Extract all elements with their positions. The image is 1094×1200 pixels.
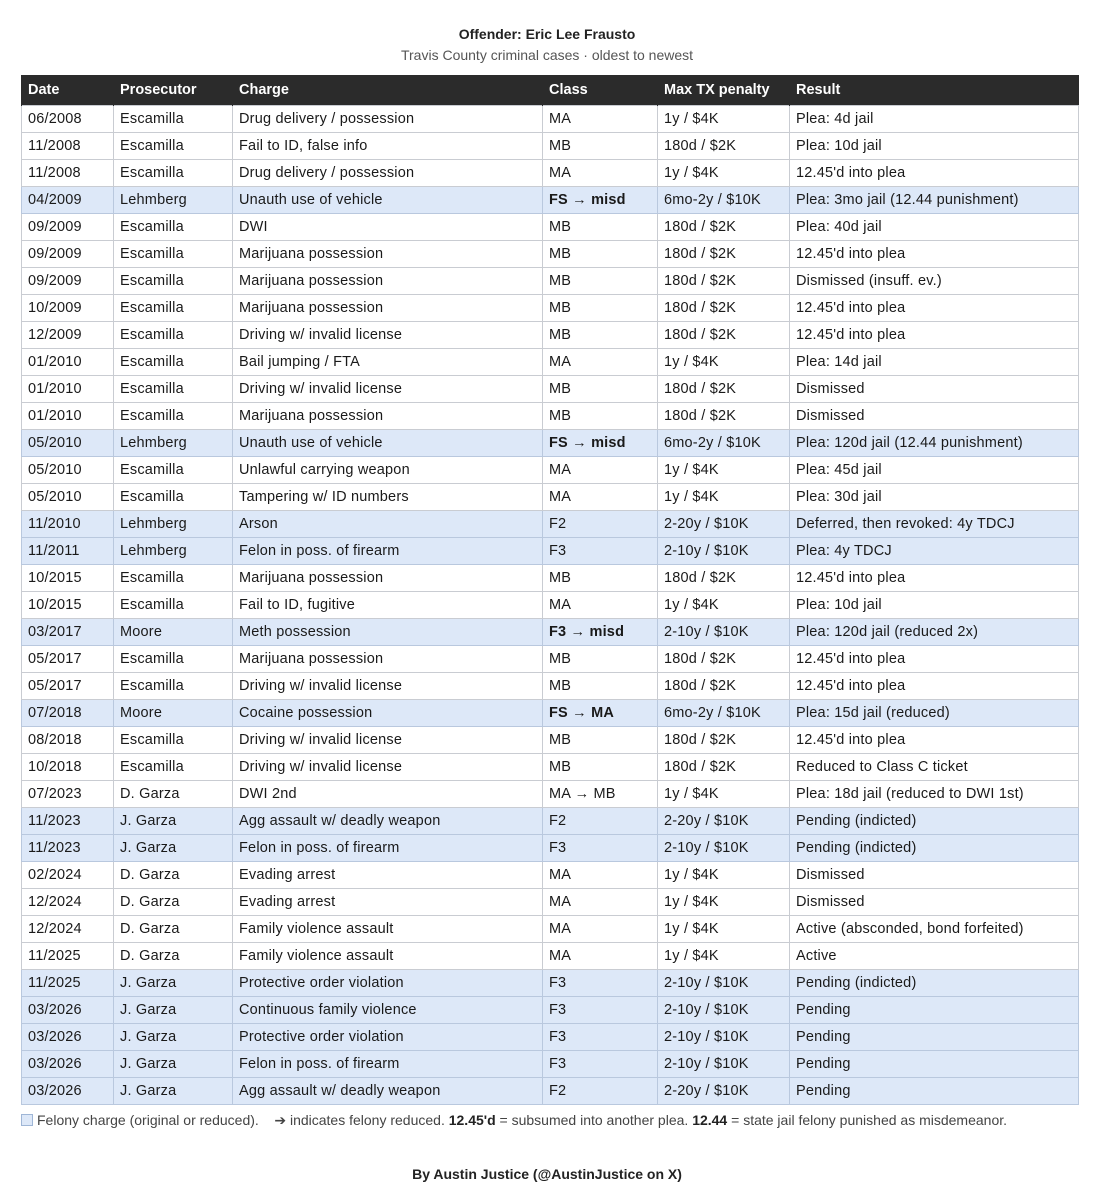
table-row (22, 754, 1079, 781)
cell-charge: Driving w/ invalid license (233, 727, 543, 754)
cell-class: MB (543, 673, 658, 700)
cell-charge: Marijuana possession (233, 565, 543, 592)
cell-date: 08/2018 (22, 727, 114, 754)
cell-date: 11/2008 (22, 133, 114, 160)
cell-max-penalty: 1y / $4K (658, 349, 790, 376)
cell-max-penalty: 180d / $2K (658, 214, 790, 241)
table-row (22, 511, 1079, 538)
cell-max-penalty: 180d / $2K (658, 133, 790, 160)
table-row (22, 997, 1079, 1024)
cell-date: 05/2017 (22, 673, 114, 700)
cell-date: 10/2009 (22, 295, 114, 322)
cell-class: MA (543, 484, 658, 511)
cell-charge: Family violence assault (233, 943, 543, 970)
column-header-charge: Charge (233, 75, 543, 106)
cell-prosecutor: J. Garza (114, 970, 233, 997)
cell-result: Pending (790, 997, 1079, 1024)
table-row (22, 808, 1079, 835)
cell-charge: DWI (233, 214, 543, 241)
cell-charge: Felon in poss. of firearm (233, 1051, 543, 1078)
cell-date: 09/2009 (22, 214, 114, 241)
cell-prosecutor: Escamilla (114, 160, 233, 187)
byline: By Austin Justice (@AustinJustice on X) (412, 1166, 682, 1182)
cell-result: 12.45'd into plea (790, 727, 1079, 754)
cell-charge: Driving w/ invalid license (233, 322, 543, 349)
cell-result: Dismissed (790, 376, 1079, 403)
cell-date: 05/2017 (22, 646, 114, 673)
table-row (22, 943, 1079, 970)
cell-date: 03/2026 (22, 997, 114, 1024)
cell-max-penalty: 6mo-2y / $10K (658, 430, 790, 457)
cell-prosecutor: Lehmberg (114, 538, 233, 565)
cell-date: 06/2008 (22, 106, 114, 133)
cell-date: 11/2025 (22, 970, 114, 997)
cell-result: Pending (790, 1078, 1079, 1105)
cell-max-penalty: 2-10y / $10K (658, 538, 790, 565)
cell-result: Dismissed (790, 403, 1079, 430)
cell-class: FS → misd (543, 430, 658, 457)
cell-result: 12.45'd into plea (790, 295, 1079, 322)
cell-max-penalty: 2-20y / $10K (658, 808, 790, 835)
cell-class: F2 (543, 1078, 658, 1105)
table-row (22, 430, 1079, 457)
cell-charge: Unauth use of vehicle (233, 187, 543, 214)
table-row (22, 214, 1079, 241)
cell-result: Dismissed (790, 889, 1079, 916)
table-row (22, 727, 1079, 754)
cell-max-penalty: 2-10y / $10K (658, 835, 790, 862)
table-row (22, 646, 1079, 673)
cell-date: 03/2026 (22, 1051, 114, 1078)
cell-class: MB (543, 214, 658, 241)
cell-charge: Cocaine possession (233, 700, 543, 727)
cell-charge: Marijuana possession (233, 241, 543, 268)
cell-result: 12.45'd into plea (790, 565, 1079, 592)
cell-prosecutor: Escamilla (114, 214, 233, 241)
cell-prosecutor: Escamilla (114, 646, 233, 673)
cell-class: F3 (543, 538, 658, 565)
cell-class: MA (543, 916, 658, 943)
cell-class: MB (543, 241, 658, 268)
cell-max-penalty: 180d / $2K (658, 322, 790, 349)
cell-charge: Protective order violation (233, 970, 543, 997)
cell-class: FS → MA (543, 700, 658, 727)
cell-max-penalty: 1y / $4K (658, 889, 790, 916)
cell-class: F2 (543, 511, 658, 538)
cell-max-penalty: 2-10y / $10K (658, 970, 790, 997)
cell-result: Pending (790, 1051, 1079, 1078)
cell-result: Pending (indicted) (790, 835, 1079, 862)
cell-date: 03/2026 (22, 1078, 114, 1105)
cell-max-penalty: 6mo-2y / $10K (658, 187, 790, 214)
cell-charge: Drug delivery / possession (233, 106, 543, 133)
cell-prosecutor: Escamilla (114, 754, 233, 781)
table-row (22, 295, 1079, 322)
cell-charge: Driving w/ invalid license (233, 673, 543, 700)
cell-class: F3 (543, 970, 658, 997)
cell-charge: Arson (233, 511, 543, 538)
cell-prosecutor: Lehmberg (114, 187, 233, 214)
cell-max-penalty: 2-10y / $10K (658, 1024, 790, 1051)
table-row (22, 970, 1079, 997)
cell-max-penalty: 180d / $2K (658, 565, 790, 592)
cell-prosecutor: Moore (114, 619, 233, 646)
cell-class: MB (543, 646, 658, 673)
cell-max-penalty: 1y / $4K (658, 160, 790, 187)
table-row (22, 1078, 1079, 1105)
cell-charge: Bail jumping / FTA (233, 349, 543, 376)
column-header-date: Date (22, 75, 114, 106)
cell-date: 05/2010 (22, 484, 114, 511)
table-row (22, 1051, 1079, 1078)
cell-result: Plea: 10d jail (790, 133, 1079, 160)
cell-charge: Marijuana possession (233, 646, 543, 673)
table-row (22, 484, 1079, 511)
cell-charge: Meth possession (233, 619, 543, 646)
cell-result: 12.45'd into plea (790, 160, 1079, 187)
cell-prosecutor: D. Garza (114, 862, 233, 889)
cell-result: Plea: 4d jail (790, 106, 1079, 133)
cell-class: MB (543, 403, 658, 430)
cell-date: 07/2023 (22, 781, 114, 808)
table-row (22, 376, 1079, 403)
table-row (22, 187, 1079, 214)
cell-class: F3 (543, 1024, 658, 1051)
cell-date: 05/2010 (22, 457, 114, 484)
table-row (22, 592, 1079, 619)
column-header-result: Result (790, 75, 1079, 106)
cell-class: MB (543, 133, 658, 160)
cell-prosecutor: Escamilla (114, 673, 233, 700)
table-row (22, 457, 1079, 484)
cell-date: 09/2009 (22, 268, 114, 295)
legend-term-1245: 12.45'd (448, 1112, 496, 1128)
column-header-class: Class (543, 75, 658, 106)
table-row (22, 700, 1079, 727)
cell-charge: Tampering w/ ID numbers (233, 484, 543, 511)
cell-class: MA (543, 943, 658, 970)
cell-result: Active (absconded, bond forfeited) (790, 916, 1079, 943)
cell-class: MB (543, 376, 658, 403)
cell-max-penalty: 180d / $2K (658, 295, 790, 322)
table-row (22, 916, 1079, 943)
table-row (22, 889, 1079, 916)
cell-charge: Driving w/ invalid license (233, 376, 543, 403)
cell-max-penalty: 2-20y / $10K (658, 511, 790, 538)
cell-prosecutor: Escamilla (114, 295, 233, 322)
cell-prosecutor: Escamilla (114, 484, 233, 511)
cell-prosecutor: Escamilla (114, 349, 233, 376)
cell-charge: Unlawful carrying weapon (233, 457, 543, 484)
cell-prosecutor: D. Garza (114, 943, 233, 970)
cell-prosecutor: J. Garza (114, 1051, 233, 1078)
table-row (22, 403, 1079, 430)
cell-charge: Evading arrest (233, 862, 543, 889)
cell-max-penalty: 2-20y / $10K (658, 1078, 790, 1105)
cell-prosecutor: Escamilla (114, 376, 233, 403)
column-header-max-penalty: Max TX penalty (658, 75, 790, 106)
cell-charge: Continuous family violence (233, 997, 543, 1024)
cell-charge: Drug delivery / possession (233, 160, 543, 187)
cell-class: F2 (543, 808, 658, 835)
cell-class: MA (543, 349, 658, 376)
table-row (22, 160, 1079, 187)
table-row (22, 1024, 1079, 1051)
cell-prosecutor: J. Garza (114, 835, 233, 862)
cell-prosecutor: J. Garza (114, 1078, 233, 1105)
cell-result: Active (790, 943, 1079, 970)
table-row (22, 349, 1079, 376)
cell-charge: Protective order violation (233, 1024, 543, 1051)
cell-date: 11/2010 (22, 511, 114, 538)
cell-max-penalty: 1y / $4K (658, 781, 790, 808)
cell-class: MB (543, 268, 658, 295)
cell-date: 11/2008 (22, 160, 114, 187)
cell-prosecutor: D. Garza (114, 889, 233, 916)
table-row (22, 862, 1079, 889)
cell-charge: Unauth use of vehicle (233, 430, 543, 457)
cell-result: Plea: 45d jail (790, 457, 1079, 484)
cell-max-penalty: 1y / $4K (658, 484, 790, 511)
cell-class: MA (543, 160, 658, 187)
cell-charge: Agg assault w/ deadly weapon (233, 808, 543, 835)
cell-max-penalty: 2-10y / $10K (658, 1051, 790, 1078)
cell-date: 12/2024 (22, 916, 114, 943)
cell-result: Pending (indicted) (790, 808, 1079, 835)
cell-max-penalty: 180d / $2K (658, 673, 790, 700)
cell-prosecutor: Escamilla (114, 565, 233, 592)
table-row (22, 241, 1079, 268)
cell-class: MB (543, 295, 658, 322)
cell-prosecutor: D. Garza (114, 781, 233, 808)
cell-date: 10/2018 (22, 754, 114, 781)
page-title: Offender: Eric Lee Frausto (458, 26, 636, 42)
cell-date: 04/2009 (22, 187, 114, 214)
cell-max-penalty: 180d / $2K (658, 403, 790, 430)
cell-class: MB (543, 565, 658, 592)
cell-date: 01/2010 (22, 376, 114, 403)
cell-result: Plea: 4y TDCJ (790, 538, 1079, 565)
cell-max-penalty: 1y / $4K (658, 592, 790, 619)
cell-result: Dismissed (insuff. ev.) (790, 268, 1079, 295)
cell-class: MA (543, 592, 658, 619)
cell-date: 10/2015 (22, 565, 114, 592)
cell-result: Plea: 18d jail (reduced to DWI 1st) (790, 781, 1079, 808)
cell-prosecutor: Escamilla (114, 727, 233, 754)
cell-class: MA (543, 889, 658, 916)
table-header-row (22, 75, 1079, 106)
cell-prosecutor: Escamilla (114, 268, 233, 295)
cell-prosecutor: J. Garza (114, 808, 233, 835)
cell-charge: Driving w/ invalid license (233, 754, 543, 781)
cell-class: MA (543, 106, 658, 133)
cell-max-penalty: 180d / $2K (658, 241, 790, 268)
cell-max-penalty: 6mo-2y / $10K (658, 700, 790, 727)
cell-class: F3 (543, 997, 658, 1024)
cell-result: Plea: 120d jail (12.44 punishment) (790, 430, 1079, 457)
cell-charge: Family violence assault (233, 916, 543, 943)
cell-max-penalty: 180d / $2K (658, 754, 790, 781)
table-row (22, 619, 1079, 646)
cell-result: 12.45'd into plea (790, 322, 1079, 349)
column-header-prosecutor: Prosecutor (114, 75, 233, 106)
cell-result: Dismissed (790, 862, 1079, 889)
table-row (22, 781, 1079, 808)
cell-max-penalty: 180d / $2K (658, 268, 790, 295)
cell-charge: Marijuana possession (233, 268, 543, 295)
cell-date: 11/2011 (22, 538, 114, 565)
cell-prosecutor: Escamilla (114, 241, 233, 268)
cell-class: MB (543, 727, 658, 754)
cell-result: 12.45'd into plea (790, 673, 1079, 700)
cell-charge: Agg assault w/ deadly weapon (233, 1078, 543, 1105)
cell-result: Pending (indicted) (790, 970, 1079, 997)
cell-charge: DWI 2nd (233, 781, 543, 808)
cell-result: Reduced to Class C ticket (790, 754, 1079, 781)
cell-class: F3 (543, 1051, 658, 1078)
cell-class: FS → misd (543, 187, 658, 214)
cell-max-penalty: 180d / $2K (658, 727, 790, 754)
cell-prosecutor: Escamilla (114, 322, 233, 349)
cell-max-penalty: 1y / $4K (658, 943, 790, 970)
cell-class: MB (543, 754, 658, 781)
cell-date: 12/2024 (22, 889, 114, 916)
cell-charge: Felon in poss. of firearm (233, 835, 543, 862)
cell-class: F3 (543, 835, 658, 862)
cell-result: Plea: 15d jail (reduced) (790, 700, 1079, 727)
cell-result: Plea: 120d jail (reduced 2x) (790, 619, 1079, 646)
cell-max-penalty: 2-10y / $10K (658, 997, 790, 1024)
cell-max-penalty: 180d / $2K (658, 376, 790, 403)
cell-class: F3 → misd (543, 619, 658, 646)
table-row (22, 106, 1079, 133)
table-row (22, 835, 1079, 862)
legend (21, 1110, 1071, 1131)
cell-class: MA → MB (543, 781, 658, 808)
cell-date: 03/2026 (22, 1024, 114, 1051)
cell-prosecutor: Escamilla (114, 592, 233, 619)
cell-result: 12.45'd into plea (790, 646, 1079, 673)
cell-charge: Fail to ID, false info (233, 133, 543, 160)
cell-prosecutor: Escamilla (114, 106, 233, 133)
cell-prosecutor: J. Garza (114, 997, 233, 1024)
table-row (22, 565, 1079, 592)
cell-charge: Felon in poss. of firearm (233, 538, 543, 565)
table-row (22, 322, 1079, 349)
table-row (22, 673, 1079, 700)
cell-max-penalty: 1y / $4K (658, 862, 790, 889)
cell-date: 11/2023 (22, 835, 114, 862)
cell-charge: Marijuana possession (233, 295, 543, 322)
cases-table-body (22, 106, 1079, 1105)
legend-term-1245-def: = subsumed into another plea. (499, 1112, 689, 1128)
cell-result: Deferred, then revoked: 4y TDCJ (790, 511, 1079, 538)
cell-prosecutor: Moore (114, 700, 233, 727)
cell-date: 11/2025 (22, 943, 114, 970)
cell-date: 11/2023 (22, 808, 114, 835)
cell-prosecutor: Escamilla (114, 403, 233, 430)
cell-date: 02/2024 (22, 862, 114, 889)
cell-result: Plea: 3mo jail (12.44 punishment) (790, 187, 1079, 214)
cell-result: Plea: 30d jail (790, 484, 1079, 511)
cell-date: 10/2015 (22, 592, 114, 619)
cell-charge: Marijuana possession (233, 403, 543, 430)
cell-prosecutor: J. Garza (114, 1024, 233, 1051)
cell-date: 07/2018 (22, 700, 114, 727)
cell-class: MA (543, 457, 658, 484)
cell-max-penalty: 180d / $2K (658, 646, 790, 673)
cell-result: Plea: 14d jail (790, 349, 1079, 376)
cell-date: 01/2010 (22, 403, 114, 430)
cell-class: MB (543, 322, 658, 349)
legend-swatch-text: Felony charge (original or reduced). (37, 1112, 259, 1128)
cell-class: MA (543, 862, 658, 889)
page-subtitle: Travis County criminal cases · oldest to newest (400, 47, 694, 63)
cell-result: Plea: 40d jail (790, 214, 1079, 241)
cell-max-penalty: 1y / $4K (658, 916, 790, 943)
table-row (22, 268, 1079, 295)
cell-max-penalty: 1y / $4K (658, 457, 790, 484)
legend-arrow-text: ➔ indicates felony reduced. (274, 1112, 445, 1128)
table-row (22, 133, 1079, 160)
table-row (22, 538, 1079, 565)
cases-table (21, 75, 1079, 1105)
cell-date: 03/2017 (22, 619, 114, 646)
legend-term-1244: 12.44 (692, 1112, 728, 1128)
cell-result: Plea: 10d jail (790, 592, 1079, 619)
cell-prosecutor: Lehmberg (114, 430, 233, 457)
cell-charge: Evading arrest (233, 889, 543, 916)
cell-prosecutor: D. Garza (114, 916, 233, 943)
cell-date: 09/2009 (22, 241, 114, 268)
cell-charge: Fail to ID, fugitive (233, 592, 543, 619)
cell-date: 05/2010 (22, 430, 114, 457)
cell-max-penalty: 2-10y / $10K (658, 619, 790, 646)
legend-term-1244-def: = state jail felony punished as misdemeanor. (731, 1112, 1008, 1128)
felony-swatch (21, 1114, 33, 1126)
cell-date: 12/2009 (22, 322, 114, 349)
cell-result: Pending (790, 1024, 1079, 1051)
cell-prosecutor: Escamilla (114, 133, 233, 160)
cell-result: 12.45'd into plea (790, 241, 1079, 268)
cell-date: 01/2010 (22, 349, 114, 376)
cell-max-penalty: 1y / $4K (658, 106, 790, 133)
cell-prosecutor: Escamilla (114, 457, 233, 484)
cell-prosecutor: Lehmberg (114, 511, 233, 538)
